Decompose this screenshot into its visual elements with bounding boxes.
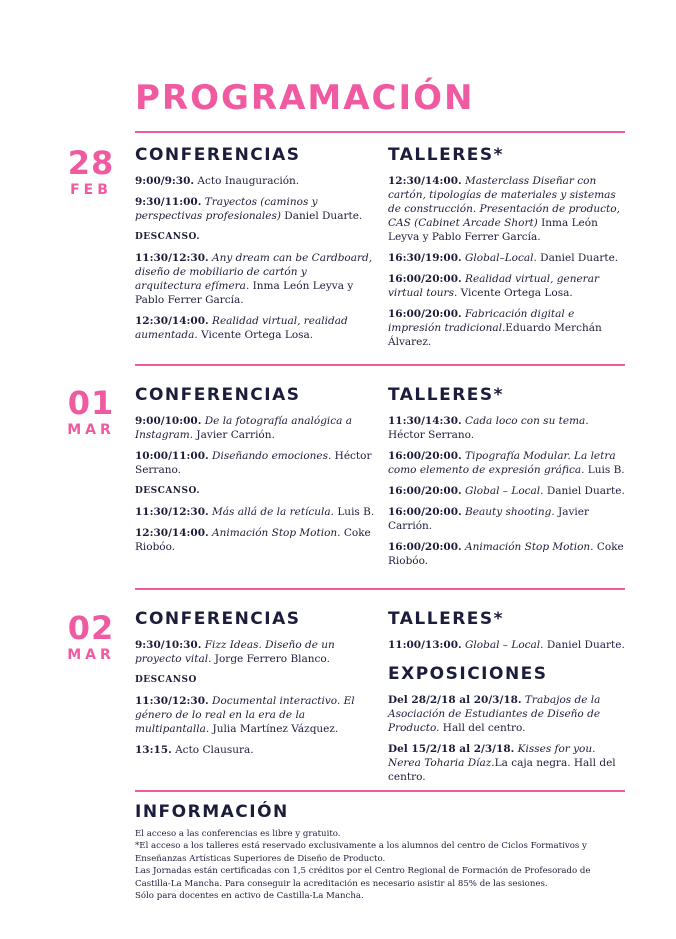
workshops-section xyxy=(388,609,628,791)
section-heading: TALLERES* xyxy=(388,145,505,165)
date-month: MAR xyxy=(67,422,115,438)
schedule-entry xyxy=(135,638,375,666)
entry-title: Kisses for you. Nerea Toharia Díaz. xyxy=(388,743,596,769)
entry-detail: Héctor Serrano. xyxy=(388,429,475,441)
schedule-entry xyxy=(388,693,628,735)
entry-time: 13:15. xyxy=(135,744,172,756)
entry-time: 9:00/9:30. xyxy=(135,175,195,187)
entry-list xyxy=(135,174,375,342)
entry-detail: Acto Clausura. xyxy=(171,744,254,756)
conferences-section xyxy=(135,385,375,561)
date-month: MAR xyxy=(67,647,115,663)
entry-title: Animación Stop Motion. xyxy=(461,541,594,553)
schedule-entry xyxy=(388,449,628,477)
schedule-entry xyxy=(135,484,375,498)
entry-time: 11:30/12:30. xyxy=(135,252,209,264)
schedule-entry xyxy=(388,251,628,265)
entry-time: 16:00/20:00. xyxy=(388,450,462,462)
workshops-section xyxy=(388,385,628,575)
entry-title: Fizz Ideas. Diseño de un proyecto vital. xyxy=(135,639,335,665)
entry-title: Global – Local. xyxy=(461,485,544,497)
schedule-entry xyxy=(135,505,375,519)
entry-title: Trayectos (caminos y perspectivas profesionales) xyxy=(135,196,318,222)
entry-detail: Coke Riobóo. xyxy=(388,541,624,567)
schedule-entry xyxy=(135,230,375,244)
entry-detail: Inma León Leyva y Pablo Ferrer García. xyxy=(135,280,354,306)
entry-detail: Vicente Ortega Losa. xyxy=(197,329,314,341)
schedule-entry xyxy=(135,694,375,736)
entry-detail: Luis B. xyxy=(584,464,625,476)
entry-time: 11:30/12:30. xyxy=(135,695,209,707)
entry-time: 16:00/20:00. xyxy=(388,485,462,497)
entry-title: Fabricación digital e impresión tradicional. xyxy=(388,308,575,334)
entry-title: Global–Local. xyxy=(461,252,537,264)
entry-title: Documental interactivo. El género de lo real en la era de la multipantalla. xyxy=(135,695,355,735)
schedule-entry xyxy=(135,314,375,342)
entry-time: 12:30/14:00. xyxy=(135,527,209,539)
schedule-entry xyxy=(135,526,375,554)
entry-time: 11:00/13:00. xyxy=(388,639,462,651)
entry-title: Realidad virtual, realidad aumentada. xyxy=(135,315,348,341)
entry-title: Masterclass Diseñar con cartón, tipologías de materiales y sistemas de construcción. Presentación de producto, CAS (Cabinet Arcade Short) xyxy=(388,175,620,229)
entry-detail: Eduardo Merchán Álvarez. xyxy=(388,322,602,348)
entry-detail: DESCANSO. xyxy=(135,232,200,242)
divider xyxy=(135,364,625,366)
entry-list xyxy=(388,638,628,652)
entry-detail: Daniel Duarte. xyxy=(536,252,619,264)
info-line: *El acceso a los talleres está reservado exclusivamente a los alumnos del centro de Ciclos Formativos y Enseñanzas Artísticas Superiores de Diseño de Producto. xyxy=(135,841,587,864)
date-day: 02 xyxy=(67,609,115,647)
schedule-entry xyxy=(388,742,628,784)
entry-time: 11:30/12:30. xyxy=(135,506,209,518)
entry-list xyxy=(388,693,628,784)
entry-detail: Héctor Serrano. xyxy=(135,450,372,476)
schedule-entry xyxy=(135,449,375,477)
section-heading: CONFERENCIAS xyxy=(135,385,301,405)
schedule-entry xyxy=(388,307,628,349)
entry-detail: Luis B. xyxy=(334,506,375,518)
schedule-entry xyxy=(135,743,375,757)
entry-time: 9:30/10:30. xyxy=(135,639,202,651)
entry-time: 11:30/14:30. xyxy=(388,415,462,427)
entry-detail: Coke Riobóo. xyxy=(135,527,371,553)
schedule-entry xyxy=(135,174,375,188)
divider xyxy=(135,131,625,133)
info-lines xyxy=(135,828,625,902)
divider xyxy=(135,790,625,792)
entry-time: 12:30/14:00. xyxy=(135,315,209,327)
entry-detail: La caja negra. Hall del centro. xyxy=(388,757,616,783)
conferences-section xyxy=(135,609,375,764)
entry-detail: Hall del centro. xyxy=(439,722,526,734)
schedule-entry xyxy=(388,638,628,652)
entry-time: 9:30/11:00. xyxy=(135,196,202,208)
entry-list xyxy=(388,174,628,349)
date-badge xyxy=(60,146,122,198)
entry-detail: Daniel Duarte. xyxy=(543,639,625,651)
schedule-entry xyxy=(388,174,628,244)
entry-title: Global – Local. xyxy=(461,639,544,651)
entry-detail: Javier Carrión. xyxy=(388,506,590,532)
entry-time: 16:30/19:00. xyxy=(388,252,462,264)
info-line: El acceso a las conferencias es libre y gratuito. xyxy=(135,829,341,839)
entry-list xyxy=(388,414,628,568)
schedule-entry xyxy=(135,673,375,687)
schedule-entry xyxy=(388,540,628,568)
entry-title: Cada loco con su tema. xyxy=(461,415,589,427)
schedule-entry xyxy=(135,414,375,442)
entry-time: 12:30/14:00. xyxy=(388,175,462,187)
entry-time: 16:00/20:00. xyxy=(388,541,462,553)
entry-title: Trabajos de la Asociación de Estudiantes de Diseño de Producto. xyxy=(388,694,601,734)
entry-title: Any dream can be Cardboard, diseño de mobiliario de cartón y arquitectura efímera. xyxy=(135,252,373,292)
info-line: Sólo para docentes en activo de Castilla-La Mancha. xyxy=(135,891,364,902)
entry-list xyxy=(135,638,375,757)
entry-time: 9:00/10:00. xyxy=(135,415,202,427)
section-heading: CONFERENCIAS xyxy=(135,609,301,629)
schedule-entry xyxy=(388,505,628,533)
schedule-entry xyxy=(388,272,628,300)
workshops-section xyxy=(388,145,628,356)
section-heading: TALLERES* xyxy=(388,609,505,629)
entry-detail: Inma León Leyva y Pablo Ferrer García. xyxy=(388,217,598,243)
date-day: 01 xyxy=(67,384,115,422)
entry-time: 16:00/20:00. xyxy=(388,506,462,518)
schedule-entry xyxy=(388,484,628,498)
entry-time: Del 15/2/18 al 2/3/18. xyxy=(388,743,515,755)
entry-title: Más allá de la retícula. xyxy=(208,506,334,518)
entry-time: 16:00/20:00. xyxy=(388,308,462,320)
entry-title: Beauty shooting. xyxy=(461,506,555,518)
entry-title: Realidad virtual, generar virtual tours. xyxy=(388,273,599,299)
section-heading: INFORMACIÓN xyxy=(135,802,289,822)
info-section xyxy=(135,802,625,902)
page-title: PROGRAMACIÓN xyxy=(135,78,475,118)
divider xyxy=(135,588,625,590)
info-line: Las Jornadas están certificadas con 1,5 créditos por el Centro Regional de Formación de Profesorado de Castilla-La Mancha. Para conseguir la acreditación es necesario asistir al 85% de las sesiones. xyxy=(135,866,591,889)
entry-detail: DESCANSO. xyxy=(135,486,200,496)
conferences-section xyxy=(135,145,375,349)
exhibitions-heading: EXPOSICIONES xyxy=(388,664,548,684)
date-day: 28 xyxy=(67,144,115,182)
entry-detail: Javier Carrión. xyxy=(193,429,275,441)
entry-detail: Jorge Ferrero Blanco. xyxy=(211,653,330,665)
date-badge xyxy=(60,386,122,438)
section-heading: TALLERES* xyxy=(388,385,505,405)
entry-time: 10:00/11:00. xyxy=(135,450,209,462)
date-badge xyxy=(60,611,122,663)
entry-list xyxy=(135,414,375,554)
entry-time: 16:00/20:00. xyxy=(388,273,462,285)
entry-detail: Daniel Duarte. xyxy=(280,210,363,222)
entry-title: Tipografía Modular. La letra como elemento de expresión gráfica. xyxy=(388,450,616,476)
date-month: FEB xyxy=(70,182,112,198)
entry-title: De la fotografía analógica a Instagram. xyxy=(135,415,353,441)
entry-detail: Julia Martínez Vázquez. xyxy=(209,723,339,735)
entry-time: Del 28/2/18 al 20/3/18. xyxy=(388,694,522,706)
entry-detail: Vicente Ortega Losa. xyxy=(457,287,573,299)
section-heading: CONFERENCIAS xyxy=(135,145,301,165)
entry-title: Animación Stop Motion. xyxy=(208,527,341,539)
entry-detail: Acto Inauguración. xyxy=(194,175,300,187)
schedule-entry xyxy=(135,251,375,307)
entry-title: Diseñando emociones. xyxy=(208,450,332,462)
entry-detail: Daniel Duarte. xyxy=(543,485,625,497)
schedule-entry xyxy=(388,414,628,442)
entry-detail: DESCANSO xyxy=(135,675,197,685)
schedule-entry xyxy=(135,195,375,223)
